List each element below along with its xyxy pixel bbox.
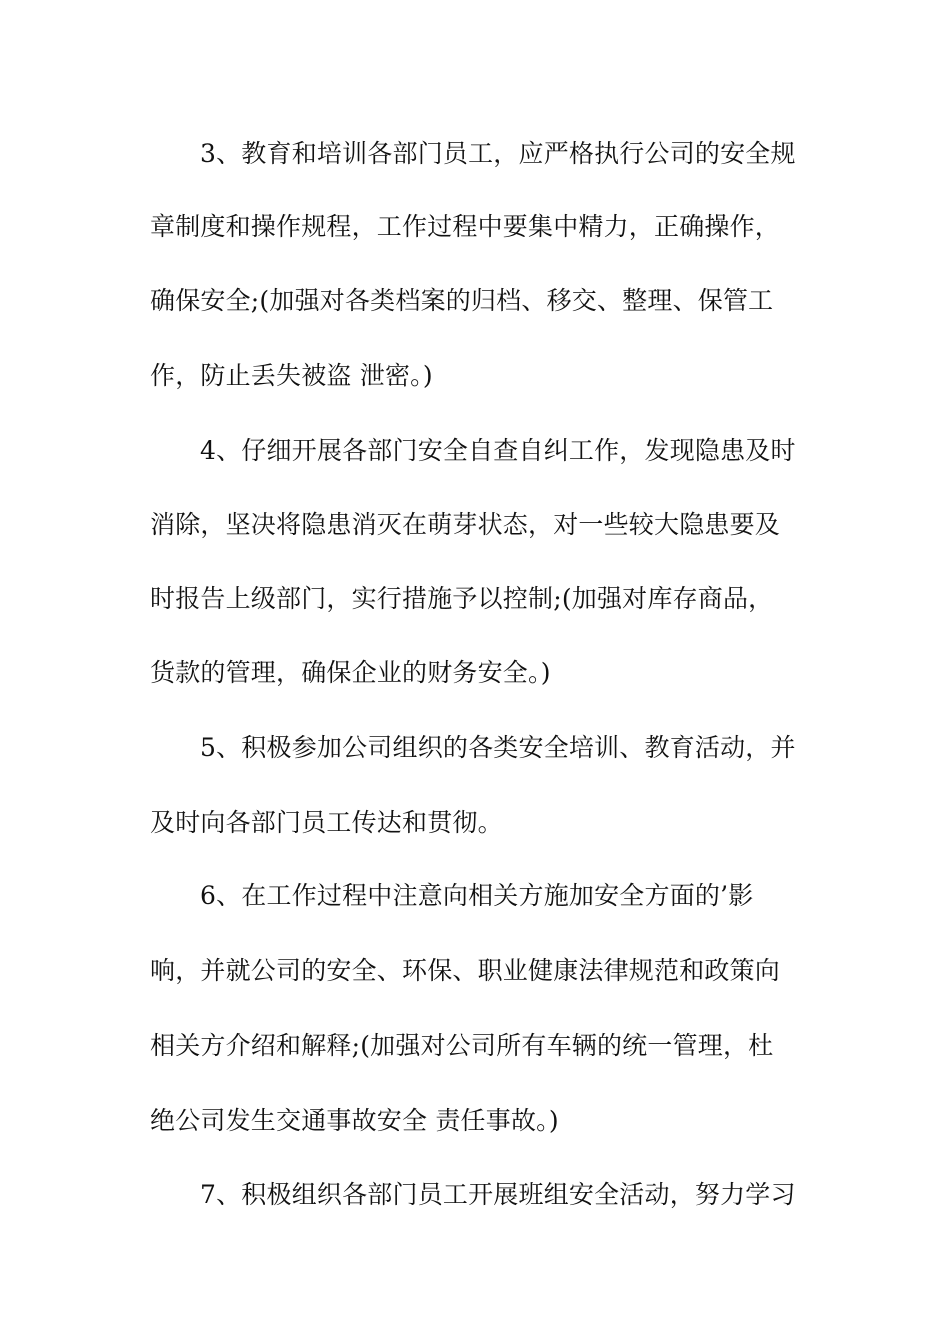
paragraph-6-line-3: 相关方介绍和解释;(加强对公司所有车辆的统一管理，杜 xyxy=(150,1031,774,1060)
paragraph-7-line-1: 7、积极组织各部门员工开展班组安全活动，努力学习 xyxy=(200,1180,796,1209)
paragraph-4-line-2: 消除，坚决将隐患消灭在萌芽状态，对一些较大隐患要及 xyxy=(150,510,781,539)
paragraph-4-line-4: 货款的管理，确保企业的财务安全。) xyxy=(150,658,551,687)
paragraph-4-line-3: 时报告上级部门，实行措施予以控制;(加强对库存商品， xyxy=(150,584,774,613)
paragraph-5-line-2: 及时向各部门员工传达和贯彻。 xyxy=(150,808,503,837)
paragraph-3-line-2: 章制度和操作规程，工作过程中要集中精力，正确操作， xyxy=(150,212,781,241)
paragraph-6-line-4: 绝公司发生交通事故安全 责任事故。) xyxy=(150,1106,559,1135)
paragraph-6-line-2: 响，并就公司的安全、环保、职业健康法律规范和政策向 xyxy=(150,956,781,985)
paragraph-6-line-1: 6、在工作过程中注意向相关方施加安全方面的’影 xyxy=(200,881,754,910)
paragraph-3-line-1: 3、教育和培训各部门员工，应严格执行公司的安全规 xyxy=(200,139,796,168)
paragraph-3-line-4: 作，防止丢失被盗 泄密。) xyxy=(150,361,433,390)
paragraph-5-line-1: 5、积极参加公司组织的各类安全培训、教育活动，并 xyxy=(200,733,796,762)
paragraph-3-line-3: 确保安全;(加强对各类档案的归档、移交、整理、保管工 xyxy=(150,286,774,315)
paragraph-4-line-1: 4、仔细开展各部门安全自查自纠工作，发现隐患及时 xyxy=(200,436,796,465)
